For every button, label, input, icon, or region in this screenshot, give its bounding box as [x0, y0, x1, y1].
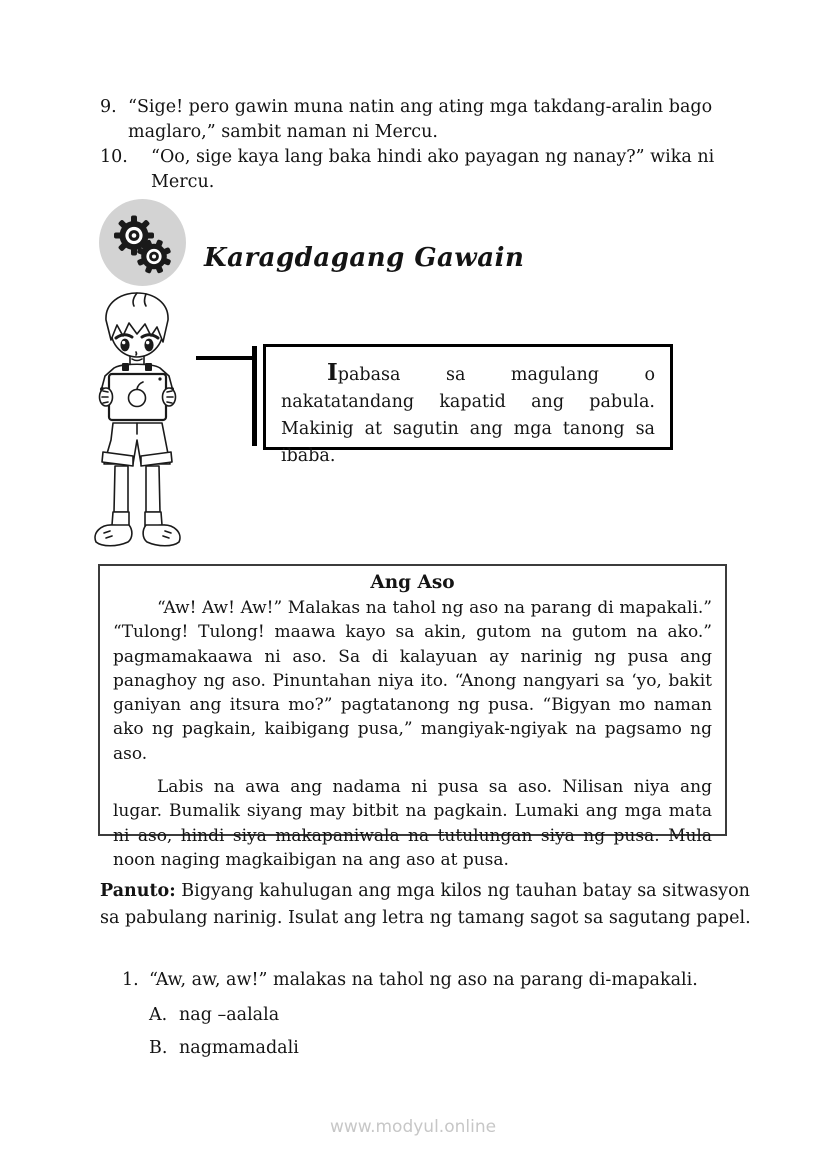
panuto-instructions: [100, 878, 762, 932]
story-box: [98, 564, 727, 870]
dialogue-line-10: “Oo, sige kaya lang baka hindi ako payagan ng nanay?” wika ni Mercu.: [151, 147, 715, 192]
question-text: “Aw, aw, aw!” malakas na tahol ng aso na parang di-mapakali.: [149, 970, 698, 990]
story-title: Ang Aso: [370, 572, 455, 593]
story-paragraph-1: “Aw! Aw! Aw!” Malakas na tahol ng aso na parang di mapakali.” “Tulong! Tulong! maawa kayo sa akin, gutom na gutom na ako.” pagmamakaawa ni aso. Sa di kalayuan ay narinig ng pusa ang panaghoy ng aso. Pinuntahan niya ito. “Anong nangyari sa ‘yo, bakit ganiyan ang itsura mo?” pagtatanong ng pusa. “Bigyan mo naman ako ng pagkain, kaibigang pusa,” mangiyak-ngiyak na pagsamo ng aso.: [113, 598, 712, 764]
choice-b-letter: B.: [149, 1038, 168, 1058]
story-paragraph-2: Labis na awa ang nadama ni pusa sa aso. Nilisan niya ang lugar. Bumalik siyang may bitbit na pagkain. Lumaki ang mga mata ni aso, hindi siya makapaniwala na tutulungan siya ng pusa. Mula noon naging magkaibigan na ang aso at pusa.: [113, 777, 712, 870]
callout-connector-line: [196, 356, 256, 360]
site-watermark: www.modyul.online: [329, 1117, 497, 1137]
section-icon-circle: [99, 199, 186, 286]
question-number: 1.: [122, 970, 139, 990]
instruction-lead-letter: I: [327, 359, 338, 386]
gears-icon: [99, 199, 186, 286]
choice-a-letter: A.: [149, 1005, 168, 1025]
instruction-text: pabasa sa magulang o nakatatandang kapatid ang pabula. Makinig at sagutin ang mga tanong sa ibaba.: [281, 365, 655, 466]
callout-connector-bar: [252, 346, 257, 446]
choice-a-text: nag –aalala: [179, 1005, 280, 1025]
boy-with-laptop-drawing: [84, 290, 192, 550]
choice-b-text: nagmamadali: [179, 1038, 299, 1058]
list-number-9: 9.: [100, 97, 117, 117]
section-title: Karagdagang Gawain: [204, 243, 525, 273]
panuto-text: Bigyang kahulugan ang mga kilos ng tauhan batay sa sitwasyon sa pabulang narinig. Isulat ang letra ng tamang sagot sa sagutang papel.: [100, 881, 751, 928]
dialogue-line-9: “Sige! pero gawin muna natin ang ating mga takdang-aralin bago maglaro,” sambit naman ni Mercu.: [128, 97, 713, 142]
list-number-10: 10.: [100, 147, 128, 167]
instruction-box: [263, 344, 673, 466]
panuto-label: Panuto:: [100, 881, 176, 901]
